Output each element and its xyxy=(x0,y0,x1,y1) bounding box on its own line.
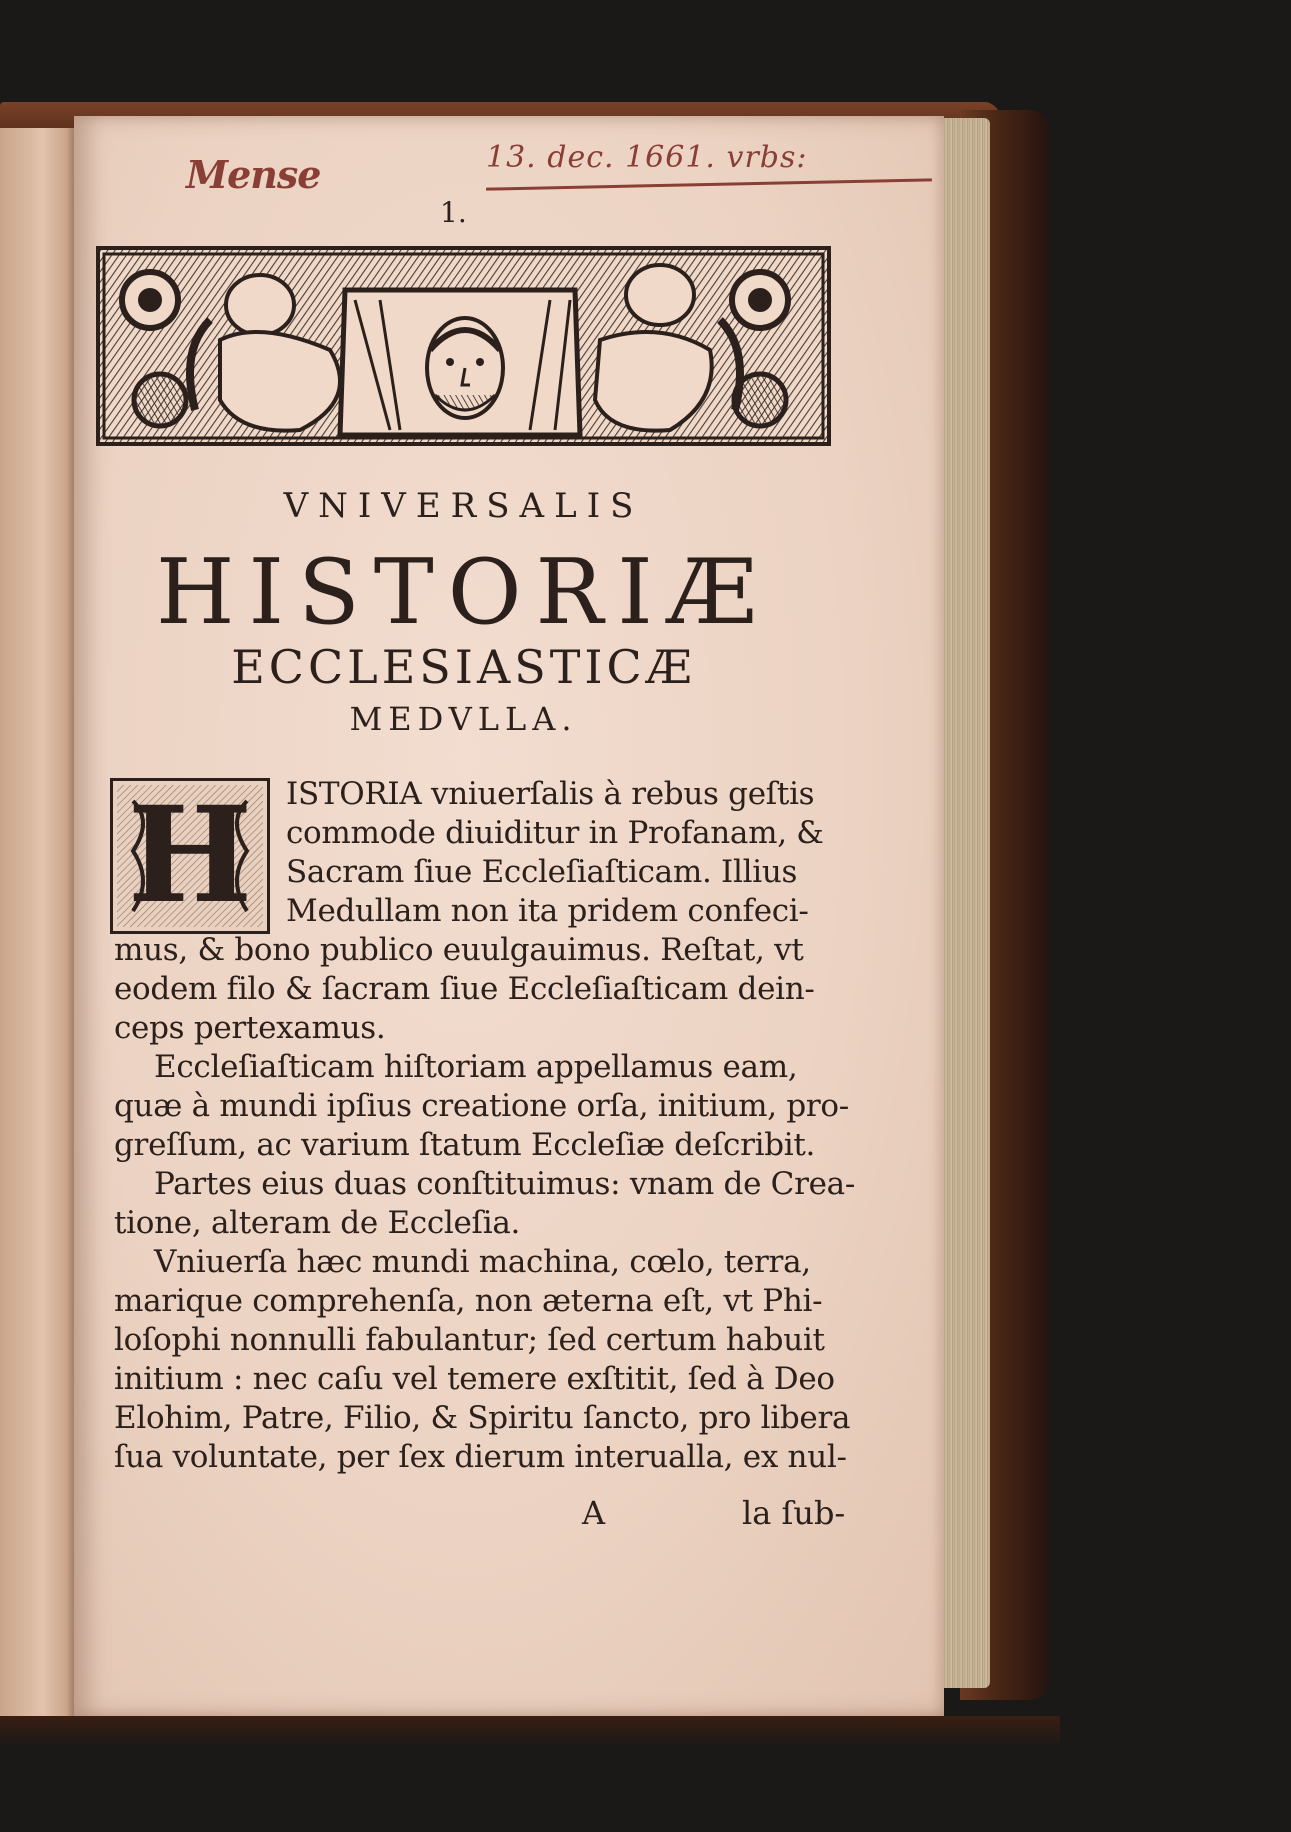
bottom-shadow xyxy=(0,1716,1060,1746)
signature-mark: A xyxy=(582,1494,606,1532)
title-line-4: MEDVLLA. xyxy=(349,700,578,738)
title-line-1: VNIVERSALIS xyxy=(283,486,644,526)
text-line: marique comprehenſa, non æterna eſt, vt Phi- xyxy=(114,1283,823,1319)
text-line: eodem filo & ſacram ſiue Eccleſiaſticam dein- xyxy=(114,971,815,1007)
text-line: greſſum, ac varium ſtatum Eccleſiæ deſcribit. xyxy=(114,1127,816,1163)
text-line: Vniuerſa hæc mundi machina, cœlo, terra, xyxy=(154,1244,811,1280)
text-line: mus, & bono publico euulgauimus. Reſtat, vt xyxy=(114,932,804,968)
text-line: Sacram ſiue Eccleſiaſticam. Illius xyxy=(286,854,798,890)
text-line: Medullam non ita pridem confeci- xyxy=(286,893,809,929)
text-line: Eccleſiaſticam hiſtoriam appellamus eam, xyxy=(154,1049,798,1085)
title-line-3: ECCLESIASTICÆ xyxy=(231,640,696,694)
text-line: commode diuiditur in Profanam, & xyxy=(286,815,824,851)
text-line: Partes eius duas conſtituimus: vnam de Crea- xyxy=(154,1166,856,1202)
text-line: ceps pertexamus. xyxy=(114,1010,386,1046)
woodcut-headpiece-icon xyxy=(96,246,831,446)
initial-letter: H xyxy=(127,778,253,933)
catchword: la ſub- xyxy=(742,1494,846,1532)
text-line: loſophi nonnulli fabulantur; ſed certum habuit xyxy=(114,1322,825,1358)
text-line: tione, alteram de Eccleſia. xyxy=(114,1205,521,1241)
manuscript-note-right: 13. dec. 1661. vrbs: xyxy=(486,140,808,175)
headpiece-drawing xyxy=(100,250,827,442)
facing-left-page xyxy=(0,128,78,1718)
text-line: quæ à mundi ipſius creatione orſa, initium, pro- xyxy=(114,1088,849,1124)
text-line: Elohim, Patre, Filio, & Spiritu ſancto, pro libera xyxy=(114,1400,851,1436)
text-line: ſua voluntate, per ſex dierum interualla, ex nul- xyxy=(114,1439,847,1475)
page-number: 1. xyxy=(440,196,467,229)
manuscript-note-left: Mense xyxy=(186,152,321,197)
page-block-fore-edge xyxy=(938,118,990,1688)
text-line: ISTORIA vniuerſalis à rebus geſtis xyxy=(286,776,815,812)
decorated-initial xyxy=(110,778,270,934)
title-line-2: HISTORIÆ xyxy=(156,540,771,645)
text-line: initium : nec caſu vel temere exſtitit, ſed à Deo xyxy=(114,1361,835,1397)
